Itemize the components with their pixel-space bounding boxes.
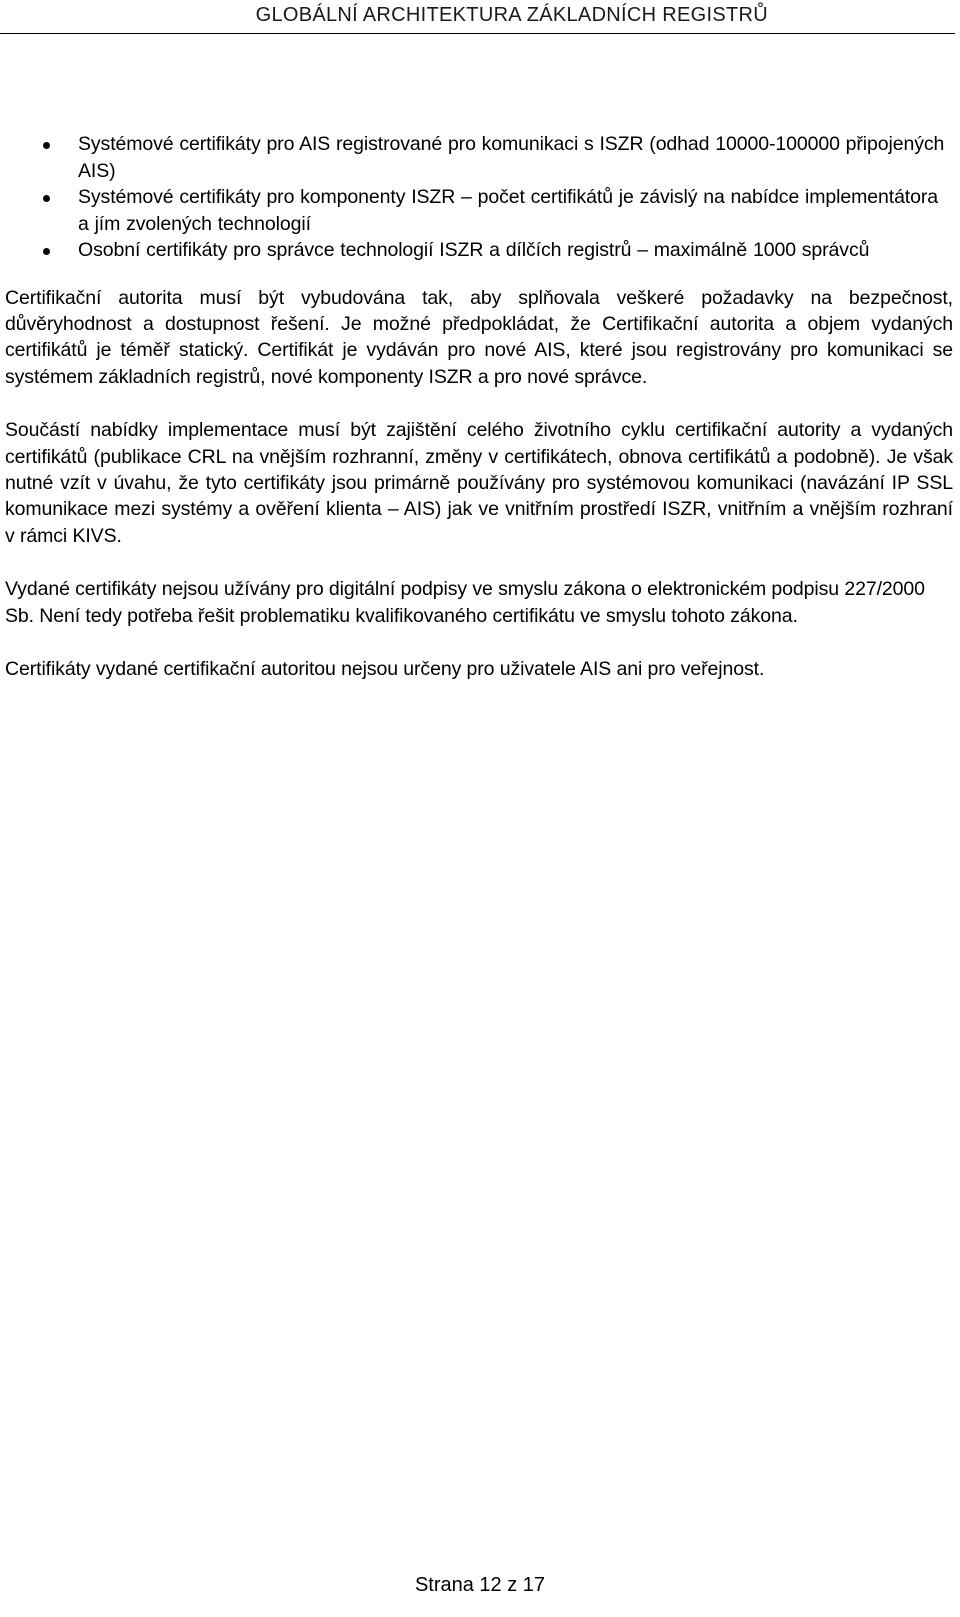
paragraph-lifecycle: Součástí nabídky implementace musí být zajištění celého životního cyklu certifikační autority a vydaných certifikátů (publikace CRL na vnějším rozhranní, změny v certifikátech, obnova certifikátů a podobně). Je však nutné vzít v úvahu, že tyto certifikáty jsou primárně používány pro systémovou komunikaci (navázání IP SSL komunikace mezi systémy a ověření klienta – AIS) jak ve vnitřním prostředí ISZR, vnitřním a vnějším rozhraní v rámci KIVS. [5, 419, 953, 547]
paragraph-usage-scope: Certifikáty vydané certifikační autoritou nejsou určeny pro uživatele AIS ani pro veřejnost. [5, 657, 765, 680]
list-item-text: Systémové certifikáty pro AIS registrované pro komunikaci s ISZR (odhad 10000-100000 připojených AIS) [78, 133, 945, 182]
list-item [5, 237, 953, 264]
bullet-list [5, 131, 953, 264]
list-item [5, 131, 953, 184]
bullet-icon [43, 195, 50, 202]
document-title: GLOBÁLNÍ ARCHITEKTURA ZÁKLADNÍCH REGISTRŮ [255, 4, 768, 26]
bullet-icon [43, 142, 50, 149]
list-item-text: Osobní certifikáty pro správce technologií ISZR a dílčích registrů – maximálně 1000 správců [78, 239, 870, 261]
page-header [0, 0, 955, 34]
list-item [5, 184, 953, 237]
paragraph-digital-signature: Vydané certifikáty nejsou užívány pro digitální podpisy ve smyslu zákona o elektronickém podpisu 227/2000 Sb. Není tedy potřeba řešit problematiku kvalifikovaného certifikátu ve smyslu tohoto zákona. [5, 578, 925, 627]
page-body [5, 131, 953, 682]
page-number: Strana 12 z 17 [414, 1574, 546, 1596]
list-item-text: Systémové certifikáty pro komponenty ISZR – počet certifikátů je závislý na nabídce implementátora a jím zvolených technologií [78, 186, 939, 235]
paragraph-certification-authority: Certifikační autorita musí být vybudována tak, aby splňovala veškeré požadavky na bezpečnost, důvěryhodnost a dostupnost řešení. Je možné předpokládat, že Certifikační autorita a objem vydaných certifikátů je téměř statický. Certifikát je vydáván pro nové AIS, které jsou registrovány pro komunikaci se systémem základních registrů, nové komponenty ISZR a pro nové správce. [5, 286, 953, 388]
bullet-icon [43, 248, 50, 255]
